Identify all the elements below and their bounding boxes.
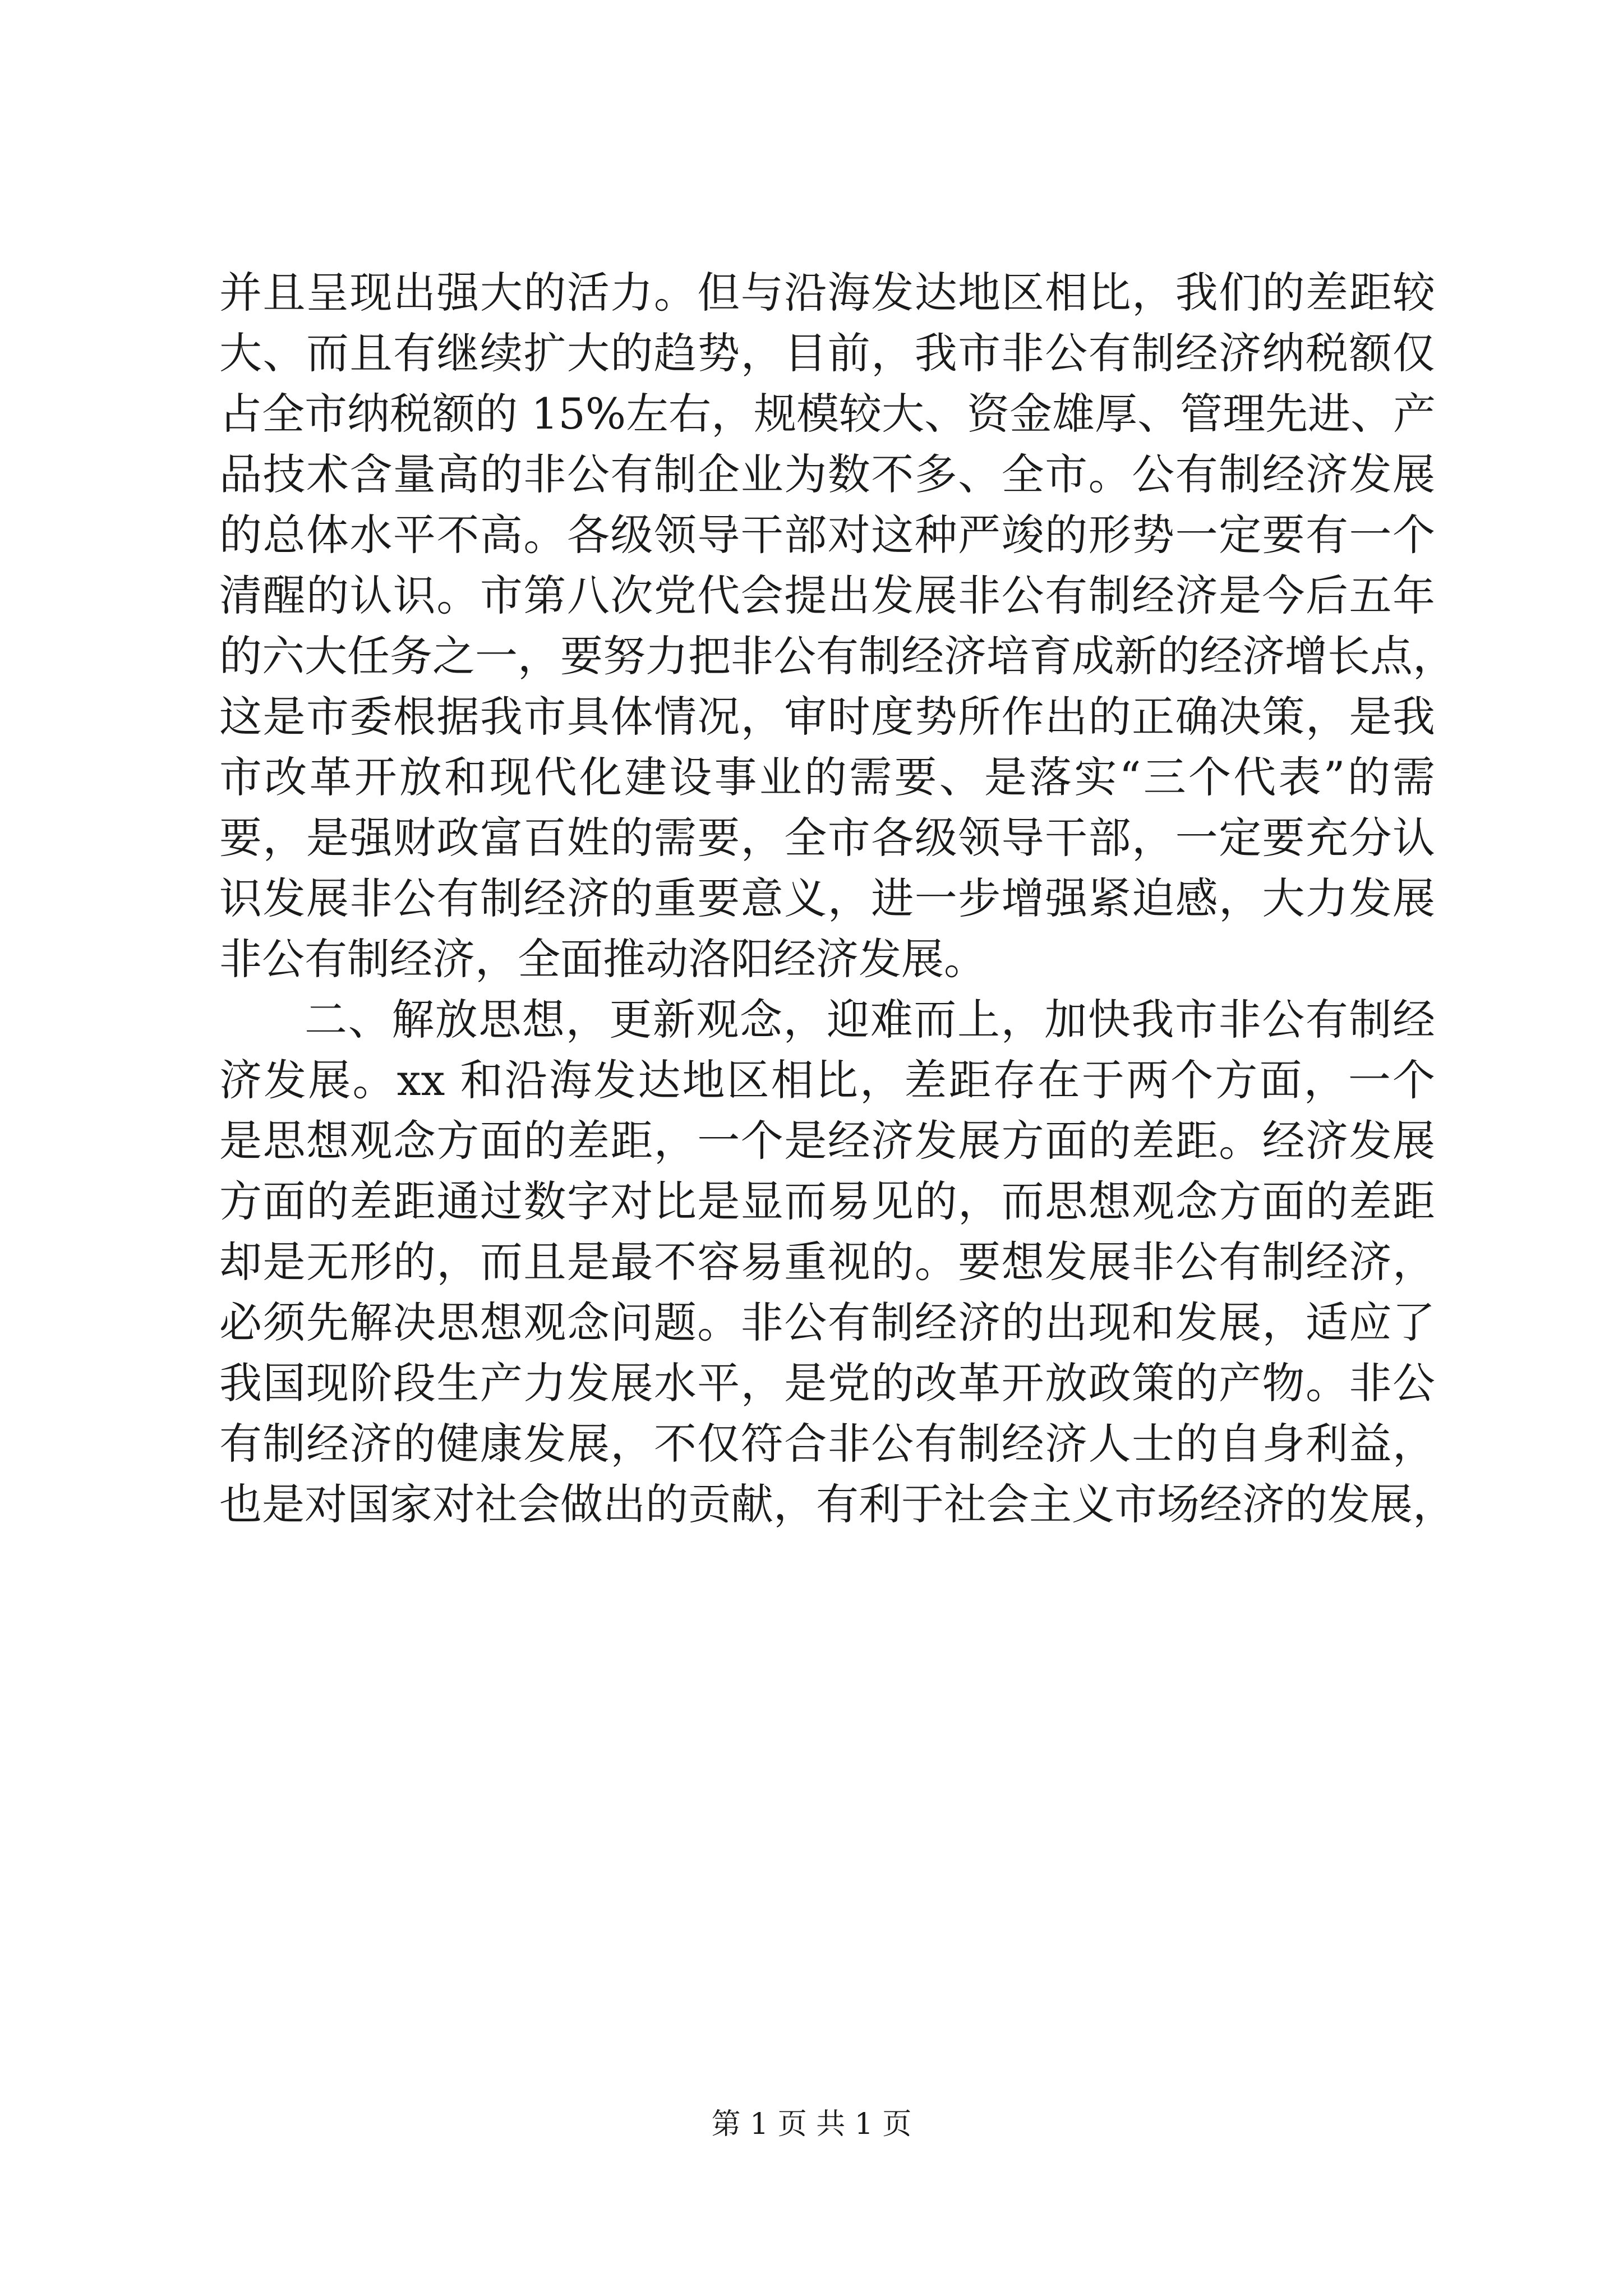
text-line: 是思想观念方面的差距，一个是经济发展方面的差距。经济发展 bbox=[219, 1116, 1435, 1166]
text-line: 品技术含量高的非公有制企业为数不多、全市。公有制经济发展 bbox=[219, 449, 1435, 499]
text-line: 济发展。xx 和沿海发达地区相比，差距存在于两个方面，一个 bbox=[219, 1055, 1435, 1105]
text-line: 的六大任务之一，要努力把非公有制经济培育成新的经济增长点， bbox=[219, 631, 1455, 681]
text-line: 我国现阶段生产力发展水平，是党的改革开放政策的产物。非公 bbox=[219, 1358, 1435, 1408]
text-line: 却是无形的，而且是最不容易重视的。要想发展非公有制经济， bbox=[219, 1237, 1435, 1287]
text-line: 要，是强财政富百姓的需要，全市各级领导干部，一定要充分认 bbox=[219, 813, 1435, 863]
text-line: 的总体水平不高。各级领导干部对这种严竣的形势一定要有一个 bbox=[219, 510, 1435, 560]
text-line: 方面的差距通过数字对比是显而易见的，而思想观念方面的差距 bbox=[219, 1176, 1435, 1226]
page-number-footer: 第 1 页 共 1 页 bbox=[711, 2108, 912, 2141]
text-line: 占全市纳税额的 15%左右，规模较大、资金雄厚、管理先进、产 bbox=[219, 389, 1436, 439]
text-line: 并且呈现出强大的活力。但与沿海发达地区相比，我们的差距较 bbox=[219, 268, 1435, 318]
text-line: 清醒的认识。市第八次党代会提出发展非公有制经济是今后五年 bbox=[219, 570, 1435, 620]
document-body bbox=[219, 263, 1455, 1535]
section-heading-line: 二、解放思想，更新观念，迎难而上，加快我市非公有制经 bbox=[305, 995, 1435, 1045]
text-line: 大、而且有继续扩大的趋势，目前，我市非公有制经济纳税额仅 bbox=[219, 328, 1435, 378]
text-line: 也是对国家对社会做出的贡献，有利于社会主义市场经济的发展， bbox=[219, 1479, 1455, 1529]
text-line: 识发展非公有制经济的重要意义，进一步增强紧迫感，大力发展 bbox=[219, 873, 1435, 923]
text-line: 有制经济的健康发展，不仅符合非公有制经济人士的自身利益， bbox=[219, 1419, 1435, 1469]
text-line: 必须先解决思想观念问题。非公有制经济的出现和发展，适应了 bbox=[219, 1297, 1435, 1347]
text-line: 市改革开放和现代化建设事业的需要、是落实“三个代表”的需 bbox=[219, 752, 1435, 802]
text-line: 非公有制经济，全面推动洛阳经济发展。 bbox=[219, 934, 986, 984]
text-line: 这是市委根据我市具体情况，审时度势所作出的正确决策，是我 bbox=[219, 692, 1435, 742]
